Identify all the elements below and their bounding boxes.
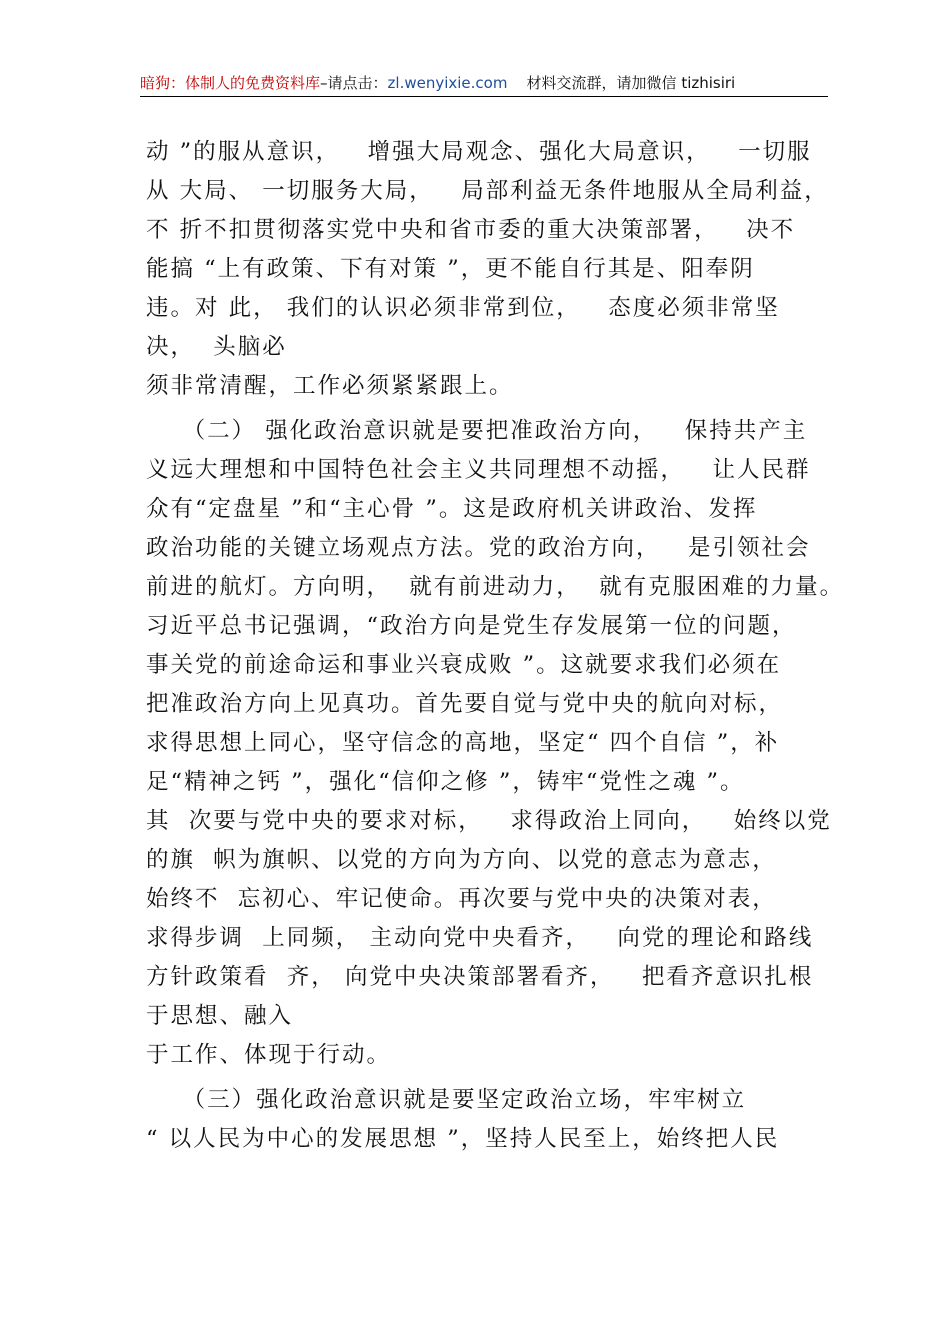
document-body	[146, 133, 846, 1159]
text-line: 不 折不扣贯彻落实党中央和省市委的重大决策部署， 决不	[146, 217, 796, 243]
text-line: 众有“定盘星 ”和“主心骨 ”。这是政府机关讲政治、发挥	[146, 496, 758, 522]
text-line: 于工作、体现于行动。	[146, 1042, 392, 1068]
paragraph-two-start: （二） 强化政治意识就是要把准政治方向， 保持共产主	[146, 418, 808, 444]
text-line: 足“精神之钙 ”，强化“信仰之修 ”，铸牢“党性之魂 ”。	[146, 769, 745, 795]
text-line: 义远大理想和中国特色社会主义共同理想不动摇， 让人民群	[146, 457, 811, 483]
text-line: 须非常清醒，工作必须紧紧跟上。	[146, 373, 514, 399]
header-brand: 暗狗：体制人的免费资料库	[140, 74, 321, 92]
paragraph-three-start: （三）强化政治意识就是要坚定政治立场，牢牢树立	[146, 1087, 747, 1113]
text-line: 事关党的前途命运和事业兴衰成败 ”。这就要求我们必须在	[146, 652, 782, 678]
text-line: 求得思想上同心，坚守信念的高地，坚定“ 四个自信 ”，补	[146, 730, 780, 756]
text-line: 求得步调 上同频， 主动向党中央看齐， 向党的理论和路线	[146, 925, 814, 951]
header-url-link[interactable]: zl.wenyixie.com	[387, 74, 508, 92]
text-line: 其 次要与党中央的要求对标， 求得政治上同向， 始终以党	[146, 808, 832, 834]
text-line: 前进的航灯。方向明， 就有前进动力， 就有克服困难的力量。	[146, 574, 845, 600]
header-prompt: –请点击：	[320, 74, 388, 92]
text-line: 方针政策看 齐， 向党中央决策部署看齐， 把看齐意识扎根	[146, 964, 814, 990]
text-line: 的旗 帜为旗帜、以党的方向为方向、以党的意志为意志，	[146, 847, 777, 873]
text-line: 从 大局、 一切服务大局， 局部利益无条件地服从全局利益，	[146, 178, 829, 204]
text-line: 能搞 “上有政策、下有对策 ”，更不能自行其是、阳奉阴	[146, 256, 755, 282]
page-header	[140, 70, 828, 97]
text-line: 动 ”的服从意识， 增强大局观念、强化大局意识， 一切服	[146, 139, 812, 165]
text-line: 把准政治方向上见真功。首先要自觉与党中央的航向对标，	[146, 691, 784, 717]
header-note: 材料交流群，请加微信 tizhisiri	[526, 74, 736, 92]
text-line: 习近平总书记强调，“政治方向是党生存发展第一位的问题，	[146, 613, 797, 639]
text-line: 决， 头脑必	[146, 334, 287, 360]
text-line: “ 以人民为中心的发展思想 ”，坚持人民至上，始终把人民	[146, 1126, 780, 1152]
text-line: 政治功能的关键立场观点方法。党的政治方向， 是引领社会	[146, 535, 811, 561]
text-line: 于思想、融入	[146, 1003, 294, 1029]
text-line: 违。对 此， 我们的认识必须非常到位， 态度必须非常坚	[146, 295, 780, 321]
text-line: 始终不 忘初心、牢记使命。再次要与党中央的决策对表，	[146, 886, 777, 912]
